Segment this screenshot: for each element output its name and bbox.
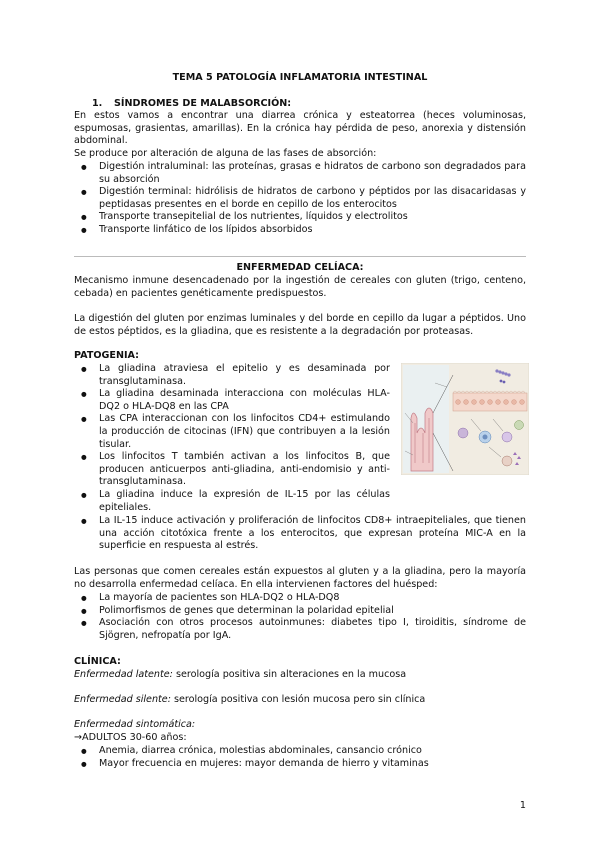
- symptomatic-label: Enfermedad sintomática:: [74, 719, 196, 730]
- page-number: 1: [519, 800, 526, 811]
- list-item: ● Mayor frecuencia en mujeres: mayor demanda de hierro y vitaminas: [74, 758, 526, 771]
- list-item: ● Las CPA interaccionan con los linfocitos CD4+ estimulando la producción de citocinas (IFN) que contribuyen a la lesión tisular.: [74, 413, 390, 451]
- list-item: ● Transporte transepitelial de los nutrientes, líquidos y electrolitos: [74, 211, 526, 224]
- adults-list: [74, 745, 526, 770]
- silent-disease: [74, 694, 526, 707]
- pathogenesis-list-narrow: [74, 363, 390, 514]
- list-item: ● La gliadina atraviesa el epitelio y es desaminada por transglutaminasa.: [74, 363, 390, 388]
- phases-intro: Se produce por alteración de alguna de las fases de absorción:: [74, 148, 377, 159]
- list-item: ● La gliadina induce la expresión de IL-15 por las células epiteliales.: [74, 489, 390, 514]
- list-item: ● Anemia, diarrea crónica, molestias abdominales, cansancio crónico: [74, 745, 526, 758]
- malabsorption-intro: En estos vamos a encontrar una diarrea crónica y esteatorrea (heces voluminosas, espumosas, grasientas, amarillas). En la crónica hay pérdida de peso, anorexia y distensión abdominal.: [74, 110, 526, 147]
- host-factors-intro: Las personas que comen cereales están expuestos al gluten y a la gliadina, pero la mayoría no desarrolla enfermedad celíaca. En ella intervienen factores del huésped:: [74, 566, 526, 590]
- section-heading: [92, 98, 291, 109]
- list-item: ● Asociación con otros procesos autoinmunes: diabetes tipo I, tiroiditis, síndrome de Sjögren, nefropatía por IgA.: [74, 617, 526, 642]
- silent-label: Enfermedad silente:: [74, 694, 171, 705]
- list-item: ● La gliadina desaminada interacciona con moléculas HLA-DQ2 o HLA-DQ8 en las CPA: [74, 388, 390, 413]
- celiac-definition: Mecanismo inmune desencadenado por la ingestión de cereales con gluten (trigo, centeno, cebada) en pacientes genéticamente predispuestos.: [74, 275, 526, 299]
- latent-disease: [74, 669, 526, 682]
- celiac-heading: ENFERMEDAD CELÍACA:: [236, 262, 364, 273]
- list-item: ● La mayoría de pacientes son HLA-DQ2 o HLA-DQ8: [74, 592, 526, 605]
- section-divider: [74, 256, 526, 257]
- latent-text: serología positiva sin alteraciones en la mucosa: [172, 669, 407, 680]
- latent-label: Enfermedad latente:: [74, 669, 173, 680]
- phases-list: [74, 161, 526, 237]
- silent-text: serología positiva con lesión mucosa pero sin clínica: [170, 694, 426, 705]
- section-title: SÍNDROMES DE MALABSORCIÓN:: [114, 98, 292, 109]
- pathogenesis-list-wide: [74, 515, 526, 553]
- list-item: ● Digestión intraluminal: las proteínas, grasas e hidratos de carbono son degradados para su absorción: [74, 161, 526, 186]
- pathogenesis-heading: PATOGENIA:: [74, 350, 139, 361]
- adults-label: →ADULTOS 30-60 años:: [74, 732, 187, 743]
- clinical-heading: CLÍNICA:: [74, 656, 121, 667]
- list-item: ● Polimorfismos de genes que determinan la polaridad epitelial: [74, 605, 526, 618]
- list-item: ● La IL-15 induce activación y proliferación de linfocitos CD8+ intraepiteliales, que tienen una acción citotóxica frente a los enterocitos, que expresan proteína MIC-A en la superficie en respuesta al estrés.: [74, 515, 526, 553]
- list-item: ● Transporte linfático de los lípidos absorbidos: [74, 224, 526, 237]
- list-item: ● Digestión terminal: hidrólisis de hidratos de carbono y péptidos por las disacaridasas y peptidasas presentes en el borde en cepillo de los enterocitos: [74, 186, 526, 211]
- list-item: ● Los linfocitos T también activan a los linfocitos B, que producen anticuerpos anti-gliadina, anti-endomisio y anti-transglutaminasa.: [74, 451, 390, 489]
- host-factors-list: [74, 592, 526, 642]
- pathogenesis-figure: [401, 363, 529, 475]
- pathogenesis-diagram: [401, 363, 529, 475]
- page-title: TEMA 5 PATOLOGÍA INFLAMATORIA INTESTINAL: [172, 72, 428, 83]
- section-number: 1.: [92, 98, 103, 109]
- gluten-digestion-paragraph: La digestión del gluten por enzimas luminales y del borde en cepillo da lugar a péptidos. Uno de estos péptidos, es la gliadina, que es resistente a la degradación por proteasas.: [74, 313, 526, 337]
